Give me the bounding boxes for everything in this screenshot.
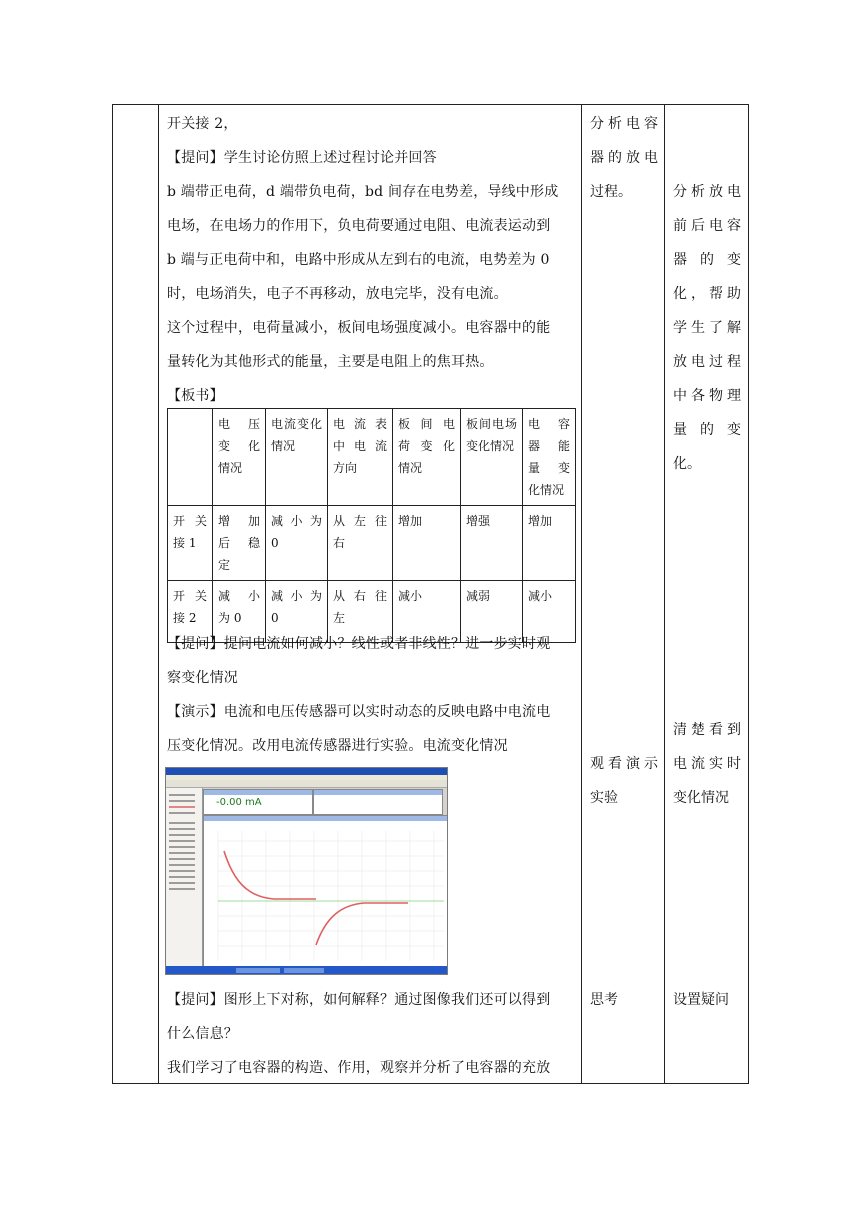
window-toolbar [166, 780, 447, 788]
column-divider [664, 105, 665, 1083]
board-cell: 开关接 2 [168, 581, 213, 643]
board-row [168, 506, 576, 581]
board-cell: 减 小 为 0 [213, 581, 266, 643]
main-line: 电场，在电场力的作用下，负电荷要通过电阻、电流表运动到 [167, 218, 551, 234]
current-meter-window [203, 789, 313, 815]
board-cell: 开关接 1 [168, 506, 213, 581]
sensor-software-screenshot [165, 767, 448, 975]
board-header-cell: 电流变化情况 [266, 409, 328, 506]
windows-taskbar [166, 966, 447, 974]
board-table [167, 408, 576, 643]
charge-current-curve [224, 851, 316, 899]
main-line: 量转化为其他形式的能量，主要是电阻上的焦耳热。 [167, 354, 494, 370]
current-graph-window [203, 815, 448, 969]
main-line: 我们学习了电容器的构造、作用，观察并分析了电容器的充放 [167, 1060, 551, 1076]
board-cell: 减 小 为 0 [266, 581, 328, 643]
board-header-cell [168, 409, 213, 506]
board-cell: 增加 [523, 506, 576, 581]
main-line: b 端与正电荷中和，电路中形成从左到右的电流，电势差为 0 [167, 252, 550, 268]
window-titlebar [166, 768, 447, 775]
board-cell: 增强 [461, 506, 523, 581]
data-panel-window [313, 789, 443, 815]
board-cell: 增 加 后 稳 定 [213, 506, 266, 581]
activity-text: 观看演示实验 [590, 756, 658, 806]
column-divider [158, 105, 159, 1083]
main-line: b 端带正电荷，d 端带负电荷，bd 间存在电势差，导线中形成 [167, 184, 559, 200]
board-header-cell: 电 流 表 中 电 流 方向 [328, 409, 393, 506]
board-header-row [168, 409, 576, 506]
board-cell: 减小 [393, 581, 461, 643]
current-meter-value: -0.00 mA [216, 797, 262, 808]
current-graph [204, 821, 448, 967]
main-line: 什么信息？ [167, 1026, 238, 1042]
board-cell: 增加 [393, 506, 461, 581]
board-cell: 减 小 为 0 [266, 506, 328, 581]
board-cell: 减弱 [461, 581, 523, 643]
sensor-list-panel [166, 788, 203, 966]
lesson-table [112, 104, 749, 1084]
main-line: 【提问】提问电流如何减小？线性或者非线性？进一步实时观 [167, 636, 551, 652]
main-line: 压变化情况。改用电流传感器进行实验。电流变化情况 [167, 738, 508, 754]
activity-text: 分析电容器的放电过程。 [590, 116, 658, 200]
main-line: 【提问】图形上下对称，如何解释？通过图像我们还可以得到 [167, 992, 551, 1008]
board-cell: 减小 [523, 581, 576, 643]
main-line: 【提问】学生讨论仿照上述过程讨论并回答 [167, 150, 437, 166]
main-line: 【板书】 [167, 388, 224, 404]
board-header-cell: 板 间 电 荷 变 化 情况 [393, 409, 461, 506]
main-line: 察变化情况 [167, 670, 238, 686]
intent-text: 设置疑问 [673, 992, 729, 1008]
board-cell: 从 左 往 右 [328, 506, 393, 581]
intent-text: 分析放电前后电容器的变化，帮助学生了解放电过程中各物理量的变化。 [673, 184, 741, 472]
board-header-cell: 板间电场变化情况 [461, 409, 523, 506]
main-line: 时，电场消失，电子不再移动，放电完毕，没有电流。 [167, 286, 508, 302]
intent-text: 清楚看到电流实时变化情况 [673, 722, 741, 806]
board-header-cell: 电 压 变 化 情况 [213, 409, 266, 506]
board-cell: 从 右 往 左 [328, 581, 393, 643]
activity-text: 思考 [590, 992, 618, 1008]
column-divider [581, 105, 582, 1083]
main-line: 【演示】电流和电压传感器可以实时动态的反映电路中电流电 [167, 704, 551, 720]
main-line: 开关接 2， [167, 116, 238, 132]
main-line: 这个过程中，电荷量减小，板间电场强度减小。电容器中的能 [167, 320, 551, 336]
board-header-cell: 电 容 器 能 量 变 化情况 [523, 409, 576, 506]
